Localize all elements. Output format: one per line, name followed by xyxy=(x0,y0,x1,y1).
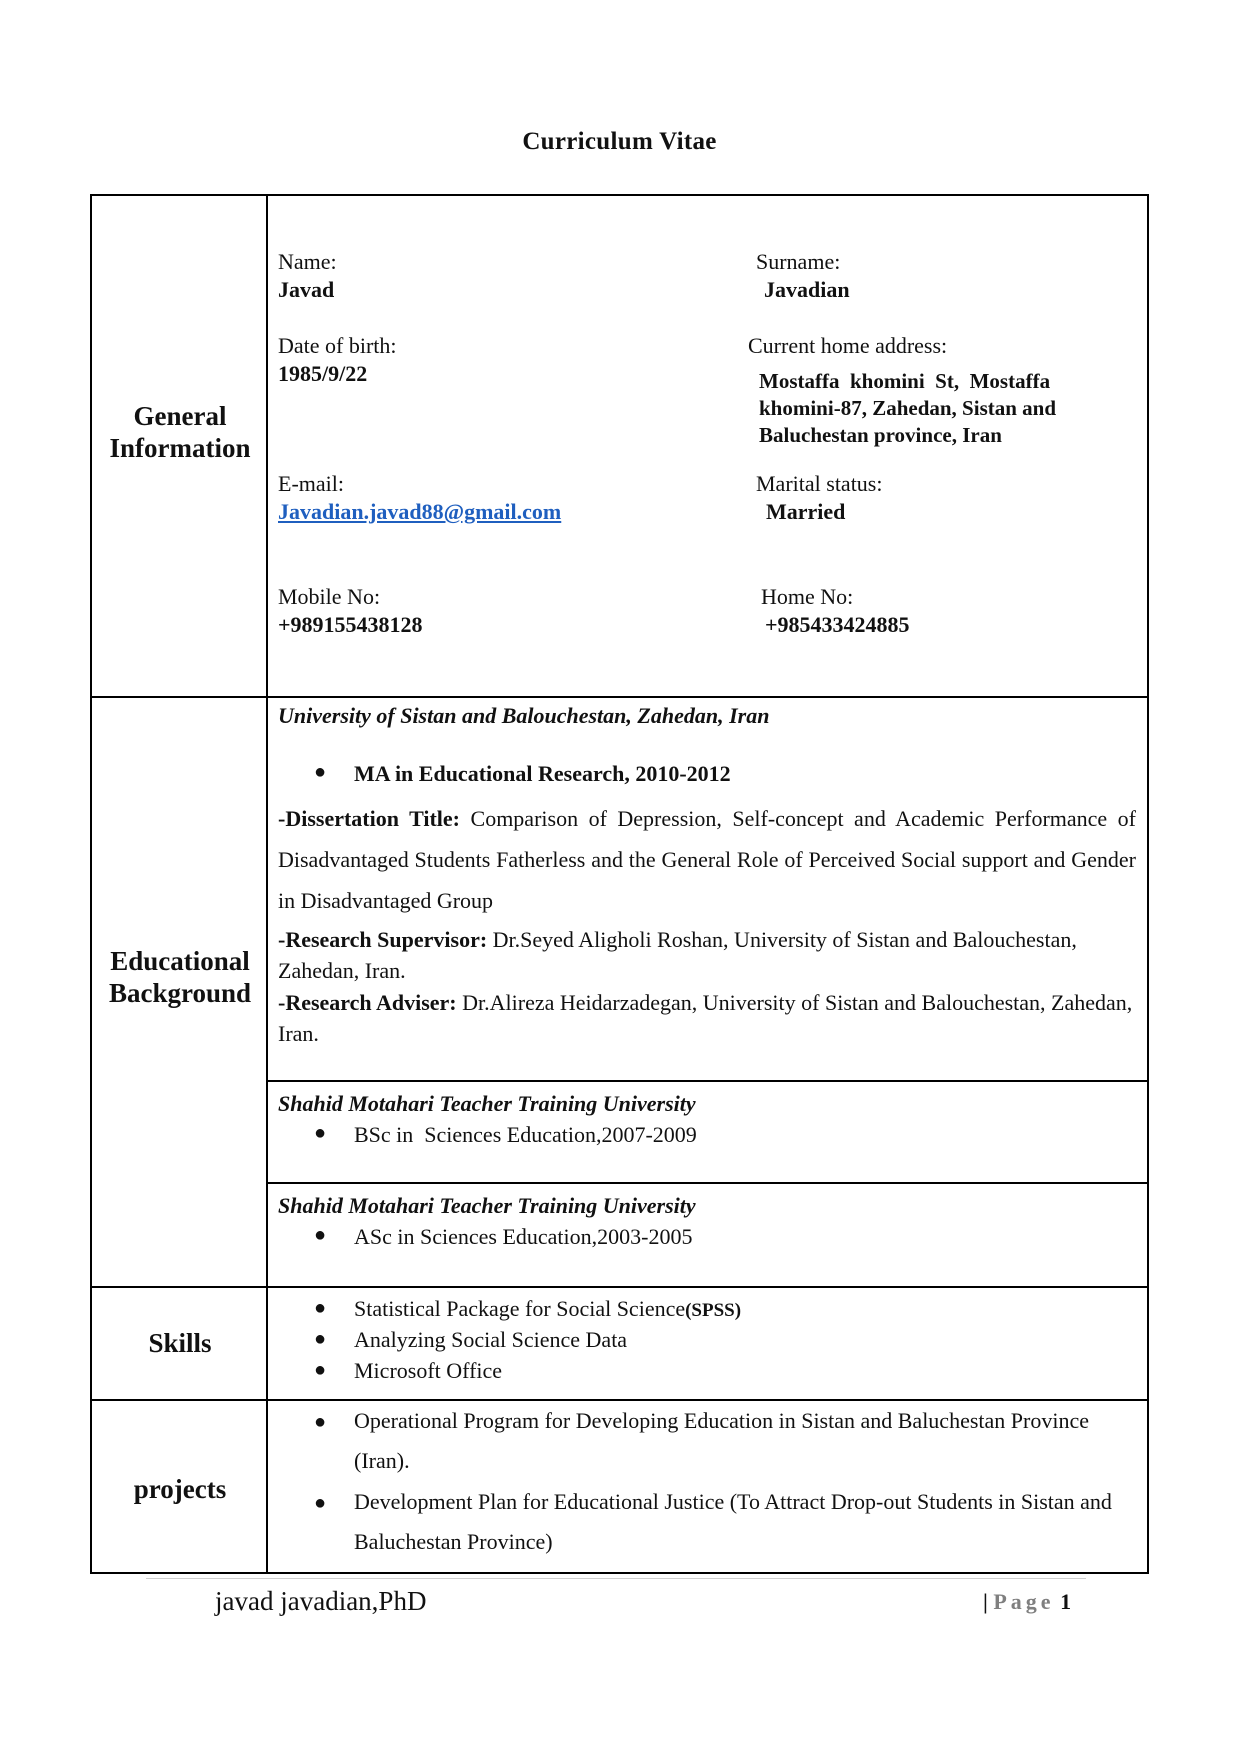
project-item-1: Operational Program for Developing Education in Sistan and Baluchestan Province (Iran). xyxy=(354,1408,1089,1473)
mobile-value: +989155438128 xyxy=(278,612,423,637)
address-label: Current home address: xyxy=(748,333,948,358)
address-line-1: Mostaffa khomini St, Mostaffa xyxy=(759,369,1051,393)
dissertation-label: -Dissertation Title: xyxy=(278,806,461,831)
skill-item-1-text: Statistical Package for Social Science xyxy=(354,1296,686,1321)
bullet-icon: ● xyxy=(314,1328,327,1350)
ma-degree: MA in Educational Research, 2010-2012 xyxy=(354,761,731,786)
name-label: Name: xyxy=(278,249,337,274)
supervisor-text: Dr.Seyed Aligholi Roshan, University of Sistan and Balouchestan, Zahedan, Iran. xyxy=(278,927,1077,983)
dob-value: 1985/9/22 xyxy=(278,361,368,386)
skill-item-3: Microsoft Office xyxy=(354,1358,503,1383)
bullet-icon: ● xyxy=(314,1492,327,1514)
bullet-icon: ● xyxy=(314,1411,327,1433)
bullet-icon: ● xyxy=(314,1297,327,1319)
bsc-university: Shahid Motahari Teacher Training University xyxy=(278,1091,696,1116)
email-link[interactable]: Javadian.javad88@gmail.com xyxy=(278,499,562,524)
address-line-2: khomini-87, Zahedan, Sistan and xyxy=(759,396,1057,420)
adviser-text: Dr.Alireza Heidarzadegan, University of Sistan and Balouchestan, Zahedan, Iran. xyxy=(278,990,1133,1046)
footer-page-word: Page xyxy=(993,1589,1055,1614)
subrow-divider xyxy=(268,1080,1147,1082)
educational-background-label: Educational Background xyxy=(108,946,252,1008)
bullet-icon: ● xyxy=(314,1359,327,1381)
skill-item-1 xyxy=(354,1295,741,1325)
ma-university: University of Sistan and Balouchestan, Zahedan, Iran xyxy=(278,703,770,728)
cv-table xyxy=(90,194,1149,1574)
general-information-label: General Information xyxy=(109,401,251,463)
marital-value: Married xyxy=(766,499,846,524)
bullet-icon: ● xyxy=(314,761,327,783)
surname-value: Javadian xyxy=(764,277,850,302)
supervisor-label: -Research Supervisor: xyxy=(278,927,488,952)
footer-page-number xyxy=(983,1589,1071,1615)
footer-divider xyxy=(146,1578,1086,1579)
project-item-2: Development Plan for Educational Justice (To Attract Drop-out Students in Sistan and Baluchestan Province) xyxy=(354,1489,1112,1554)
footer-author: javad javadian,PhD xyxy=(215,1586,427,1616)
bsc-degree: BSc in Sciences Education,2007-2009 xyxy=(354,1122,697,1147)
footer-page-value: 1 xyxy=(1060,1589,1072,1614)
skills-label: Skills xyxy=(148,1328,212,1358)
supervisor-paragraph xyxy=(278,924,1136,986)
skill-item-1-abbr: (SPSS) xyxy=(685,1300,742,1321)
dob-label: Date of birth: xyxy=(278,333,397,358)
row-divider xyxy=(92,696,1147,698)
asc-university: Shahid Motahari Teacher Training University xyxy=(278,1193,696,1218)
adviser-paragraph xyxy=(278,987,1136,1049)
projects-label: projects xyxy=(133,1474,227,1504)
row-divider xyxy=(92,1286,1147,1288)
mobile-label: Mobile No: xyxy=(278,584,381,609)
document-title: Curriculum Vitae xyxy=(522,128,717,155)
email-label: E-mail: xyxy=(278,471,344,496)
skill-item-2: Analyzing Social Science Data xyxy=(354,1327,628,1352)
bullet-icon: ● xyxy=(314,1122,327,1144)
name-value: Javad xyxy=(278,277,335,302)
asc-degree: ASc in Sciences Education,2003-2005 xyxy=(354,1224,693,1249)
surname-label: Surname: xyxy=(756,249,841,274)
subrow-divider xyxy=(268,1182,1147,1184)
adviser-label: -Research Adviser: xyxy=(278,990,457,1015)
dissertation-text: Comparison of Depression, Self-concept and Academic Performance of Disadvantaged Students Fatherless and the General Role of Perceived Social support and Gender in Disadvantaged Group xyxy=(278,806,1137,913)
footer-bar: | xyxy=(983,1589,988,1614)
home-value: +985433424885 xyxy=(765,612,910,637)
dissertation-paragraph xyxy=(278,798,1136,921)
bullet-icon: ● xyxy=(314,1224,327,1246)
home-label: Home No: xyxy=(761,584,854,609)
marital-label: Marital status: xyxy=(756,471,883,496)
address-line-3: Baluchestan province, Iran xyxy=(759,423,1002,447)
